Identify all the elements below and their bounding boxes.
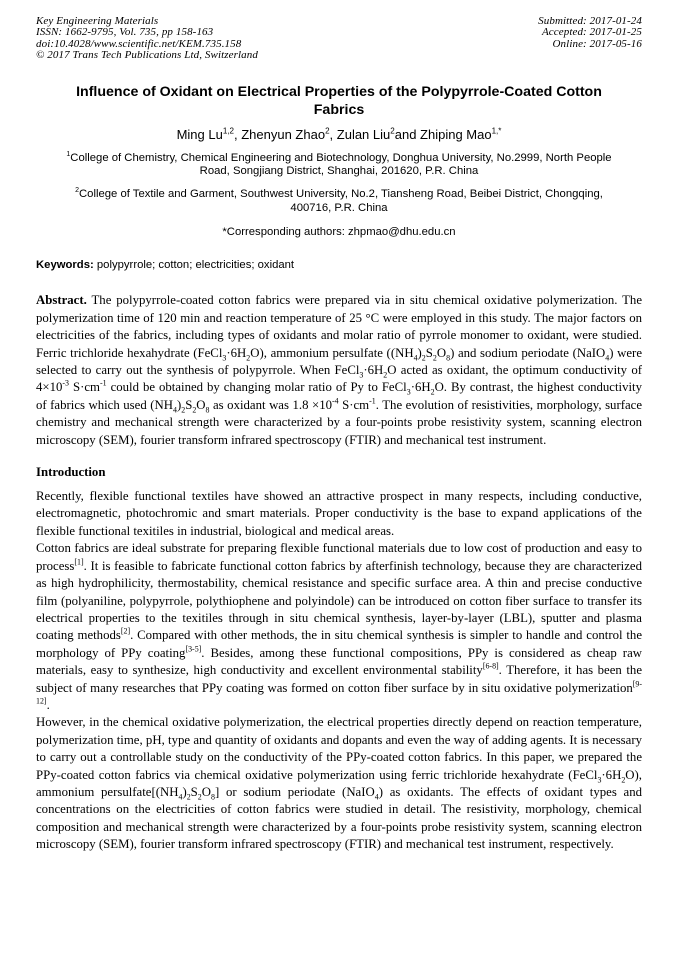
paper-title: Influence of Oxidant on Electrical Properties of the Polypyrrole-Coated Cotton Fabrics <box>76 83 602 119</box>
intro-paragraph-3: However, in the chemical oxidative polymerization, the electrical properties directly depend on reaction temperature, polymerization time, pH, type and quantity of oxidants and dopants and even the way of adding agents. It is necessary to carry out a controllable study on the conductivity of the PPy-coated cotton fabrics. In this paper, we prepared the PPy-coated cotton fabrics via chemical oxidative polymerization using ferric trichloride hexahydrate $(FeCl_3\cdot 6H_2O)$, ammonium $persulfate[(NH_4)_2S_2O_8]$ or sodium periodate (NaIO$_4$) as oxidants. The effects of oxidant types and concentrations on the electricities of cotton fabrics were studied in detail. The resistivity, morphology, chemical composition and mechanical strength were characterized by a four-points probe resistivity system, scanning electron microscopy (SEM), fourier transform infrared spectroscopy (FTIR) and mechanical test instrument, respectively. <box>36 715 642 852</box>
section-heading-introduction: Introduction <box>36 465 106 480</box>
abstract-text: The polypyrrole-coated cotton fabrics were prepared via in situ chemical oxidative polymerization. The polymerization time of 120 min and reaction temperature of 25 °C were employed in this study. The major factors on electricities of the fabrics, including types of oxidants and molar ratio of pyrrole monomer to oxidant, were studied. Ferric trichloride hexahydrate $(FeCl_3\cdot 6H_2O)$, ammonium persulfate $((NH_4)_2S_2O_8)$ and sodium periodate (NaIO$_4$) were selected to carry out the synthesis of polypyrrole. When $FeCl_3\cdot 6H_2O$ acted as oxidant, the optimum conductivity of $4\times 10^{-3}$ $S\cdot cm^{-1}$ could be obtained by changing molar ratio of Py to $FeCl_3\cdot 6H_2O$. By contrast, the highest conductivity of fabrics which used $(NH_4)_2S_2O_8$ as oxidant was $1.8 \times 10^{-4}$ $S\cdot cm^{-1}$. The evolution of resistivities, morphology, surface chemistry and mechanical strength were characterized by a four-points probe resistivity system, scanning electron microscopy (SEM), fourier transform infrared spectroscopy (FTIR) and mechanical test instrument. <box>36 293 643 447</box>
journal-doi: doi:10.4028/www.scientific.net/KEM.735.158 <box>36 37 242 50</box>
accepted-date: Accepted: 2017-01-25 <box>541 26 642 39</box>
keywords-line <box>36 259 642 273</box>
journal-info <box>36 16 258 62</box>
submitted-date: Submitted: 2017-01-24 <box>538 15 642 27</box>
corresponding-author-line: *Corresponding authors: zhpmao@dhu.edu.cn <box>222 225 456 238</box>
intro-paragraph-1: Recently, flexible functional textiles have showed an attractive prospect in many respects, including conductive, electromagnetic, photochromic and smart materials. Proper conductivity is the base to expand applications of the flexible functional texitiles in industrial, biological and medical areas. <box>36 489 642 538</box>
abstract-paragraph <box>36 292 642 449</box>
affiliation-1: $^1$College of Chemistry, Chemical Engineering and Biotechnology, Donghua University, No.2999, North People Road, Songjiang District, Shanghai, 201620, P.R. China <box>66 150 612 178</box>
journal-issn-volume: ISSN: 1662-9795, Vol. 735, pp 158-163 <box>36 26 214 39</box>
intro-paragraph-2: Cotton fabrics are ideal substrate for preparing flexible functional materials due to low cost of production and easy to process[1]. It is feasible to fabricate functional cotton fabrics by afterfinish technology, because they are characterized as high hydrophilicity, thermostability, chemical resistance and specific surface area. A thin and precise conductive film (polyaniline, polypyrrole, polythiophene and polyindole) can be introduced on cotton fiber surface to transfer its electrical properties to the texitiles through in situ chemical synthesis, layer-by-layer (LBL), sputter and plasma coating methods[2]. Compared with other methods, the in situ chemical synthesis is simpler to handle and control the morphology of PPy coating[3-5]. Besides, among these functional compositions, PPy is considered as cheap raw materials, easy to synthesize, high conductivity and excellent environmental stability[6-8]. Therefore, it has been the subject of many researches that PPy coating was formed on cotton fiber surface by in situ oxidative polymerization[9-12]. <box>36 541 643 712</box>
authors-line: Ming Lu$^{1,2}$, Zhenyun Zhao$^2$, Zulan Liu$^2$and Zhiping Mao$^{1,*}$ <box>176 126 502 142</box>
online-date: Online: 2017-05-16 <box>552 37 642 50</box>
journal-name: Key Engineering Materials <box>36 15 159 27</box>
journal-copyright: © 2017 Trans Tech Publications Ltd, Switzerland <box>36 49 258 62</box>
journal-header <box>36 16 642 62</box>
affiliation-2: $^2$College of Textile and Garment, Southwest University, No.2, Tiansheng Road, Beibei District, Chongqing, 400716, P.R. China <box>75 187 603 215</box>
abstract-label: Abstract. <box>36 293 87 308</box>
keywords-text: polypyrrole; cotton; electricities; oxidant <box>93 258 295 271</box>
submission-dates <box>538 16 642 62</box>
keywords-label: Keywords: <box>36 258 94 271</box>
